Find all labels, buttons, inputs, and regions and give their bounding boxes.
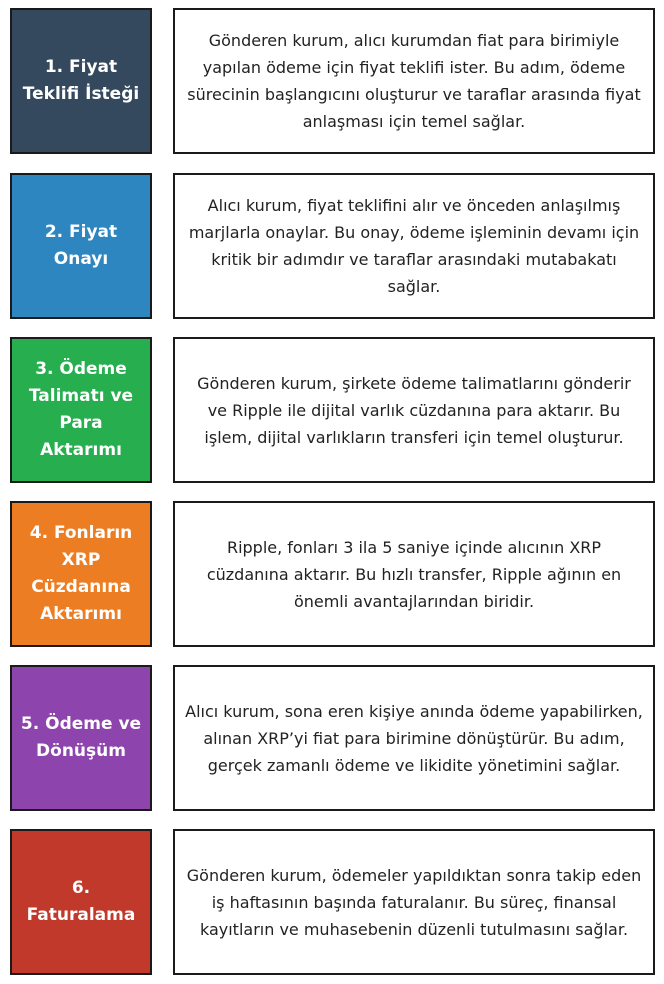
step-5 xyxy=(0,665,664,815)
step-3-label-box xyxy=(10,337,152,483)
step-2-description-box xyxy=(173,173,655,319)
step-4-description-box xyxy=(173,501,655,647)
step-1-label-box xyxy=(10,8,152,154)
step-1 xyxy=(0,8,664,158)
step-6-label: 6. Faturalama xyxy=(26,878,136,925)
step-2-label-box xyxy=(10,173,152,319)
step-1-description-box xyxy=(173,8,655,154)
step-6 xyxy=(0,829,664,979)
step-2 xyxy=(0,173,664,323)
step-3-description: Gönderen kurum, şirkete ödeme talimatlarını gönderir ve Ripple ile dijital varlık cüzdanına para aktarır. Bu işlem, dijital varlıkların transferi için temel oluşturur. xyxy=(197,373,631,447)
step-4-description: Ripple, fonları 3 ila 5 saniye içinde alıcının XRP cüzdanına aktarır. Bu hızlı transfer, Ripple ağının en önemli avantajlarından biridir. xyxy=(206,537,622,611)
step-2-description: Alıcı kurum, fiyat teklifini alır ve önceden anlaşılmış marjlarla onaylar. Bu onay, ödeme işleminin devamı için kritik bir adımdır ve taraflar arasındaki mutabakatı sağlar. xyxy=(188,196,640,296)
step-1-description: Gönderen kurum, alıcı kurumdan fiat para birimiyle yapılan ödeme için fiyat teklifi ister. Bu adım, ödeme sürecinin başlangıcını oluşturur ve taraflar arasında fiyat anlaşması için temel sağlar. xyxy=(187,31,641,131)
step-5-description-box xyxy=(173,665,655,811)
step-5-label: 5. Ödeme ve Dönüşüm xyxy=(20,714,142,761)
step-3 xyxy=(0,337,664,487)
step-5-description: Alıcı kurum, sona eren kişiye anında ödeme yapabilirken, alınan XRP’yi fiat para birimine dönüştürür. Bu adım, gerçek zamanlı ödeme ve likidite yönetimini sağlar. xyxy=(185,701,643,775)
step-4-label: 4. Fonların XRP Cüzdanına Aktarımı xyxy=(29,523,133,624)
step-5-label-box xyxy=(10,665,152,811)
step-3-description-box xyxy=(173,337,655,483)
step-2-label: 2. Fiyat Onayı xyxy=(44,222,118,269)
step-6-label-box xyxy=(10,829,152,975)
step-4 xyxy=(0,501,664,651)
step-1-label: 1. Fiyat Teklifi İsteği xyxy=(22,57,140,104)
step-3-label: 3. Ödeme Talimatı ve Para Aktarımı xyxy=(28,359,134,460)
step-6-description: Gönderen kurum, ödemeler yapıldıktan sonra takip eden iş haftasının başında faturalanır. Bu süreç, finansal kayıtların ve muhasebenin düzenli tutulmasını sağlar. xyxy=(186,865,642,939)
step-4-label-box xyxy=(10,501,152,647)
step-6-description-box xyxy=(173,829,655,975)
